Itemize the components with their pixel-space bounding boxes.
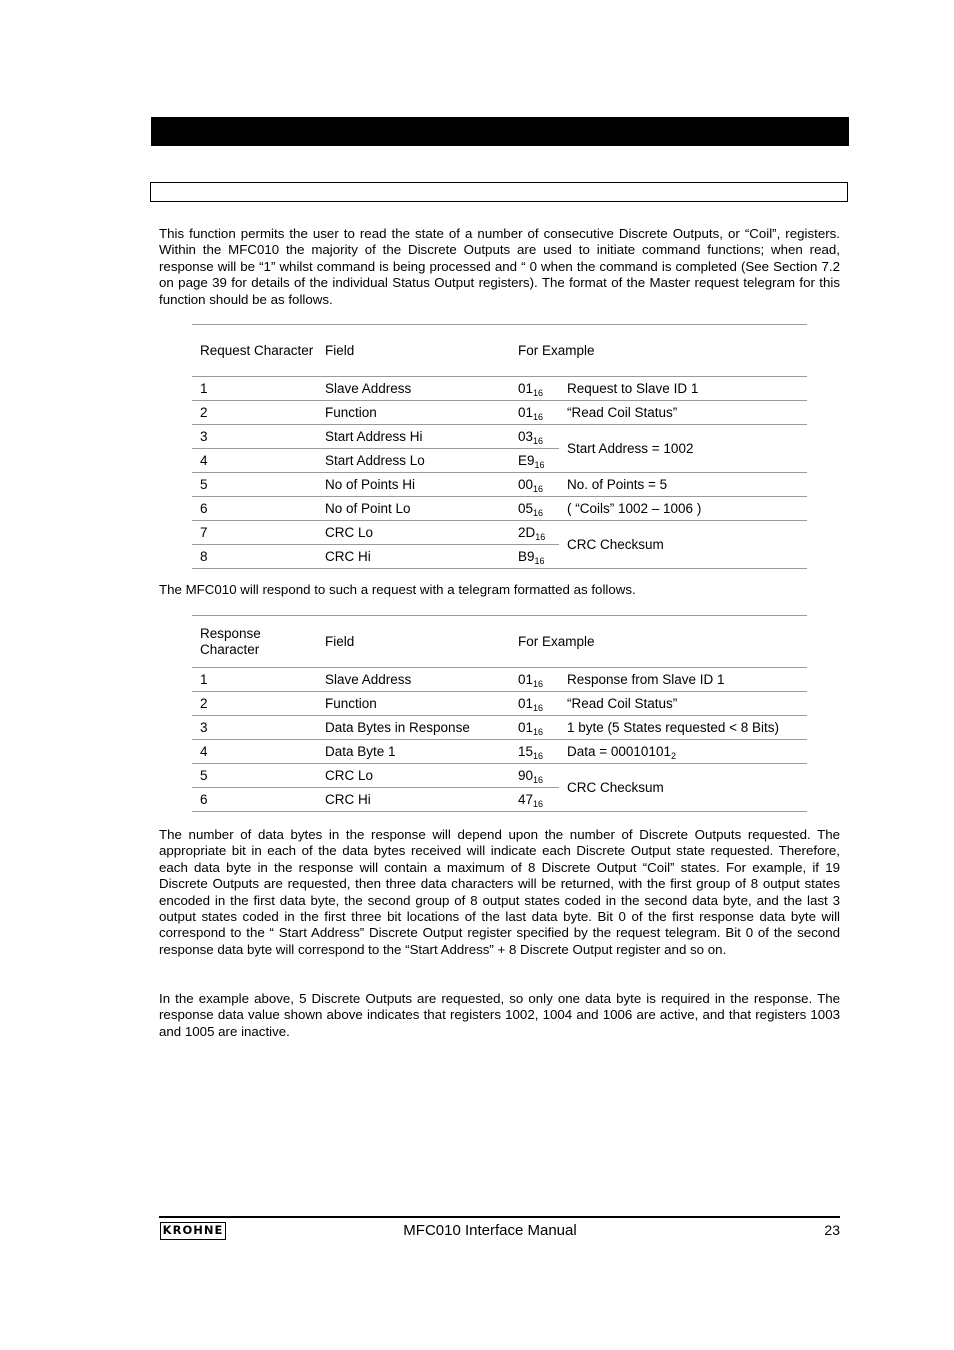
row-value: $2D_{16}$ [510,521,559,545]
row-description: CRC Checksum [559,521,807,569]
row-description: Start Address = 1002 [559,425,807,473]
row-field: Slave Address [317,377,510,401]
header-request-character: Request Character [192,325,317,377]
row-value: $00_{16}$ [510,473,559,497]
row-field: Function [317,692,510,716]
row-description: “Read Coil Status” [559,401,807,425]
table-header-row [192,325,807,377]
intro-paragraph: This function permits the user to read the state of a number of consecutive Discrete Outputs, or “Coil”, registers. Within the MFC010 the majority of the Discrete Outputs are used to initiate command functions; when read, response will be “1” whilst command is being processed and “ 0 when the command is completed (See Section 7.2 on page 39 for details of the individual Status Output registers). The format of the Master request telegram for this function should be as follows. [159,226,840,307]
table-row [192,716,807,740]
row-number: 7 [192,521,317,545]
row-value: $E9_{16}$ [510,449,559,473]
section-header-bar [151,117,849,146]
row-number: 1 [192,668,317,692]
header-for-example: For Example [510,325,807,377]
row-field: CRC Hi [317,788,510,812]
row-field: CRC Hi [317,545,510,569]
explanation-paragraph: The number of data bytes in the response will depend upon the number of Discrete Outputs requested. The appropriate bit in each of the data bytes received will indicate each Discrete Output state requested. Therefore, each data byte in the response will contain a maximum of 8 Discrete Output “Coil” states. For example, if 19 Discrete Outputs are requested, then three data characters will be returned, with the first group of 8 output states encoded in the first data byte, the second group of 8 output states coded in the second data byte, and the last 3 output states coded in the first three bit locations of the last data byte. Bit 0 of the first response data byte will correspond to the “ Start Address” Discrete Output register specified by the request telegram. Bit 0 of the second response data byte will correspond to the “Start Address” + 8 Discrete Output register and so on. [159,827,840,957]
table-row [192,521,807,545]
row-value: $15_{16}$ [510,740,559,764]
row-description: Response from Slave ID 1 [559,668,807,692]
row-value: $05_{16}$ [510,497,559,521]
table-row [192,497,807,521]
header-response-character: Response Character [192,616,317,668]
table-row [192,401,807,425]
row-number: 1 [192,377,317,401]
row-number: 3 [192,425,317,449]
response-telegram-table [192,615,807,812]
row-value: $B9_{16}$ [510,545,559,569]
row-field: CRC Lo [317,521,510,545]
footer-rule [159,1216,840,1218]
row-description: ( “Coils” 1002 – 1006 ) [559,497,807,521]
row-number: 4 [192,740,317,764]
row-number: 6 [192,497,317,521]
row-number: 6 [192,788,317,812]
row-number: 2 [192,401,317,425]
row-field: Start Address Hi [317,425,510,449]
row-field: Function [317,401,510,425]
row-value: $03_{16}$ [510,425,559,449]
row-number: 3 [192,716,317,740]
row-value: $01_{16}$ [510,668,559,692]
row-value: $90_{16}$ [510,764,559,788]
row-description: 1 byte (5 States requested < 8 Bits) [559,716,807,740]
table-row [192,692,807,716]
request-telegram-table [192,324,807,569]
krohne-logo: KROHNE [160,1222,226,1240]
table-row [192,473,807,497]
table-row [192,740,807,764]
footer-title: MFC010 Interface Manual [403,1222,577,1239]
row-number: 2 [192,692,317,716]
table-row [192,668,807,692]
row-field: CRC Lo [317,764,510,788]
header-for-example: For Example [510,616,807,668]
row-field: Data Bytes in Response [317,716,510,740]
header-field: Field [317,616,510,668]
row-description: CRC Checksum [559,764,807,812]
row-value: $01_{16}$ [510,401,559,425]
page-number: 23 [824,1222,840,1238]
table-row [192,425,807,449]
row-field: Start Address Lo [317,449,510,473]
table-row [192,764,807,788]
row-description: “Read Coil Status” [559,692,807,716]
row-number: 5 [192,473,317,497]
row-number: 5 [192,764,317,788]
table-row [192,377,807,401]
row-field: No of Points Hi [317,473,510,497]
row-description: No. of Points = 5 [559,473,807,497]
row-description: Data = $00010101_2$ [559,740,807,764]
row-number: 8 [192,545,317,569]
row-value: $01_{16}$ [510,692,559,716]
subsection-header-box [150,182,848,202]
response-intro-paragraph: The MFC010 will respond to such a request with a telegram formatted as follows. [159,582,636,597]
row-description: Request to Slave ID 1 [559,377,807,401]
table-header-row [192,616,807,668]
header-field: Field [317,325,510,377]
row-number: 4 [192,449,317,473]
example-paragraph: In the example above, 5 Discrete Outputs are requested, so only one data byte is required in the response. The response data value shown above indicates that registers 1002, 1004 and 1006 are active, and that registers 1003 and 1005 are inactive. [159,991,840,1039]
row-value: $47_{16}$ [510,788,559,812]
row-value: $01_{16}$ [510,377,559,401]
row-field: Slave Address [317,668,510,692]
row-field: Data Byte 1 [317,740,510,764]
row-value: $01_{16}$ [510,716,559,740]
row-field: No of Point Lo [317,497,510,521]
